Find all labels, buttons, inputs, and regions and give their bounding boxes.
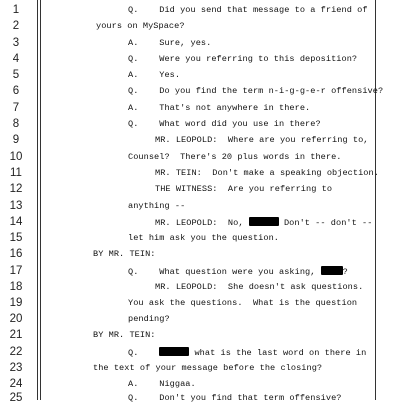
line-number: 13 [9, 200, 23, 212]
line-number: 24 [9, 378, 23, 390]
transcript-line: MR. LEOPOLD: Where are you referring to, [155, 135, 369, 145]
transcript-line: Q. Do you find the term n-i-g-g-e-r offensive? [128, 86, 384, 96]
line-number: 8 [12, 118, 20, 130]
transcript-line: Q. Did you send that message to a friend of [128, 5, 368, 15]
transcript-line: You ask the questions. What is the question [128, 298, 358, 308]
transcript-line [155, 217, 372, 228]
line-text-after: what is the last word on there in [189, 348, 367, 358]
transcript-line: A. That's not anywhere in there. [128, 103, 311, 113]
line-number: 9 [12, 134, 20, 146]
transcript-line [128, 266, 348, 277]
line-number: 14 [9, 216, 23, 228]
transcript-line: THE WITNESS: Are you referring to [155, 184, 333, 194]
line-number: 2 [12, 20, 20, 32]
line-number: 7 [12, 102, 20, 114]
line-text-before: MR. LEOPOLD: No, [155, 218, 249, 228]
transcript-line: the text of your message before the closing? [93, 363, 323, 373]
transcript-line [128, 347, 366, 358]
line-text-before: Q. [128, 348, 160, 358]
transcript-line: MR. TEIN: Don't make a speaking objection. [155, 168, 379, 178]
transcript-line: let him ask you the question. [128, 233, 280, 243]
line-text-before: Q. What question were you asking, [128, 267, 321, 277]
line-number: 25 [9, 392, 23, 404]
line-number: 23 [9, 362, 23, 374]
line-number: 3 [12, 37, 20, 49]
line-number: 11 [10, 167, 22, 179]
line-number: 17 [9, 265, 23, 277]
transcript-line: Counsel? There's 20 plus words in there. [128, 152, 342, 162]
transcript-line: pending? [128, 314, 170, 324]
line-number: 22 [9, 346, 23, 358]
left-margin-rule-inner [40, 0, 41, 400]
transcript-line: yours on MySpace? [96, 21, 185, 31]
line-number: 15 [9, 232, 23, 244]
transcript-line: A. Sure, yes. [128, 38, 212, 48]
line-number: 19 [9, 297, 23, 309]
line-number: 18 [9, 281, 23, 293]
line-number: 1 [12, 4, 20, 16]
transcript-line: BY MR. TEIN: [93, 249, 156, 259]
line-number: 4 [12, 53, 20, 65]
left-margin-rule [37, 0, 38, 400]
transcript-line: BY MR. TEIN: [93, 330, 156, 340]
transcript-line: A. Niggaa. [128, 379, 196, 389]
redaction-block [321, 266, 343, 275]
transcript-line: Q. What word did you use in there? [128, 119, 321, 129]
transcript-line: anything -- [128, 201, 186, 211]
line-text-after: ? [342, 267, 348, 277]
redaction-block [249, 217, 279, 226]
line-text-after: Don't -- don't -- [278, 218, 373, 228]
line-number: 5 [12, 69, 20, 81]
right-margin-rule [375, 0, 376, 400]
line-number: 12 [9, 183, 23, 195]
line-number: 10 [9, 151, 23, 163]
line-number: 6 [12, 85, 20, 97]
line-number: 21 [9, 329, 23, 341]
transcript-line: Q. Don't you find that term offensive? [128, 393, 342, 403]
line-number: 16 [9, 248, 23, 260]
transcript-line: A. Yes. [128, 70, 181, 80]
line-number: 20 [9, 313, 23, 325]
transcript-line: MR. LEOPOLD: She doesn't ask questions. [155, 282, 364, 292]
transcript-line: Q. Were you referring to this deposition? [128, 54, 358, 64]
redaction-block [159, 347, 189, 356]
